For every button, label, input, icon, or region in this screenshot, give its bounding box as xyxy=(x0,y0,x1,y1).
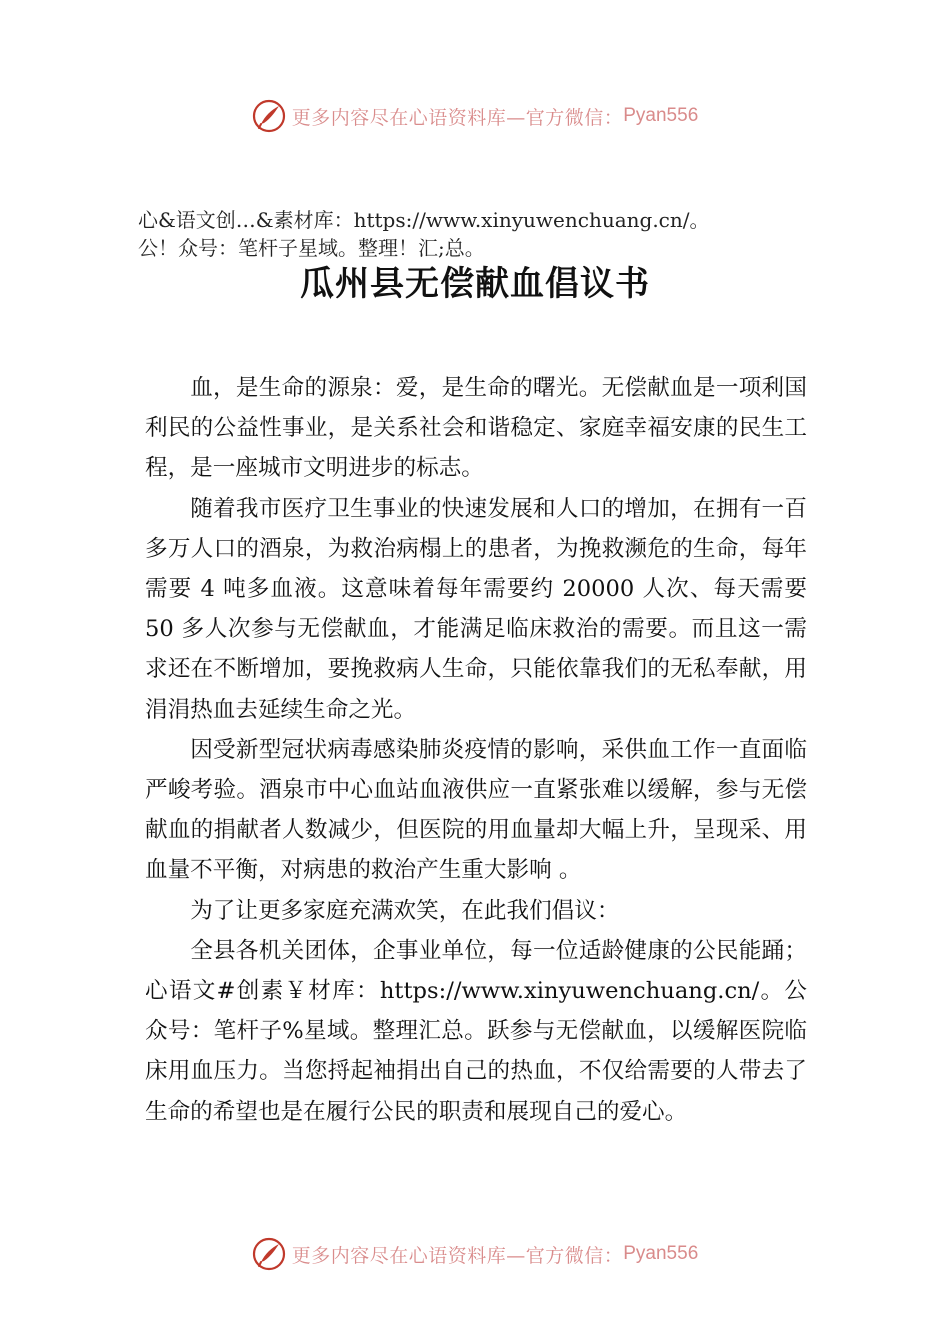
document-body xyxy=(145,368,807,1132)
paragraph-5: 全县各机关团体，企事业单位，每一位适龄健康的公民能踊；心语文#创素￥材库：https://www.xinyuwenchuang.cn/。公众号：笔杆子%星域。整理汇总。跃参与无偿献血，以缓解医院临床用血压力。当您捋起袖捐出自己的热血，不仅给需要的人带去了生命的希望也是在履行公民的职责和展现自己的爱心。 xyxy=(145,937,807,1125)
banner-wechat-id: Pyan556 xyxy=(623,1243,699,1264)
document-title: 瓜州县无偿献血倡议书 xyxy=(300,264,650,304)
paragraph-3: 因受新型冠状病毒感染肺炎疫情的影响，采供血工作一直面临严峻考验。酒泉市中心血站血液供应一直紧张难以缓解，参与无偿献血的捐献者人数减少，但医院的用血量却大幅上升，呈现采、用血量不平衡，对病患的救治产生重大影响 。 xyxy=(145,736,807,884)
header-watermark-banner xyxy=(0,96,950,136)
watermark-line-2: 公！众号：笔杆子星域。整理！汇;总。 xyxy=(138,236,485,260)
source-watermark xyxy=(138,206,838,262)
banner-wechat-id: Pyan556 xyxy=(623,105,699,126)
quill-logo-icon xyxy=(252,99,286,133)
banner-text: 更多内容尽在心语资料库—官方微信： xyxy=(291,106,624,129)
footer-watermark-banner xyxy=(0,1234,950,1274)
paragraph-4: 为了让更多家庭充满欢笑，在此我们倡议： xyxy=(190,897,620,924)
paragraph-1: 血，是生命的源泉：爱，是生命的曙光。无偿献血是一项利国利民的公益性事业，是关系社会和谐稳定、家庭幸福安康的民生工程，是一座城市文明进步的标志。 xyxy=(145,375,807,482)
quill-logo-icon xyxy=(252,1237,286,1271)
banner-text: 更多内容尽在心语资料库—官方微信： xyxy=(291,1244,624,1267)
paragraph-2: 随着我市医疗卫生事业的快速发展和人口的增加，在拥有一百多万人口的酒泉，为救治病榻上的患者，为挽救濒危的生命，每年需要 4 吨多血液。这意味着每年需要约 20000 人次、每天需要 50 多人次参与无偿献血，才能满足临床救治的需要。而且这一需求还在不断增加，要挽救病人生命，只能依靠我们的无私奉献，用涓涓热血去延续生命之光。 xyxy=(145,495,807,723)
watermark-line-1: 心&语文创…&素材库：https://www.xinyuwenchuang.cn/。 xyxy=(138,208,710,232)
